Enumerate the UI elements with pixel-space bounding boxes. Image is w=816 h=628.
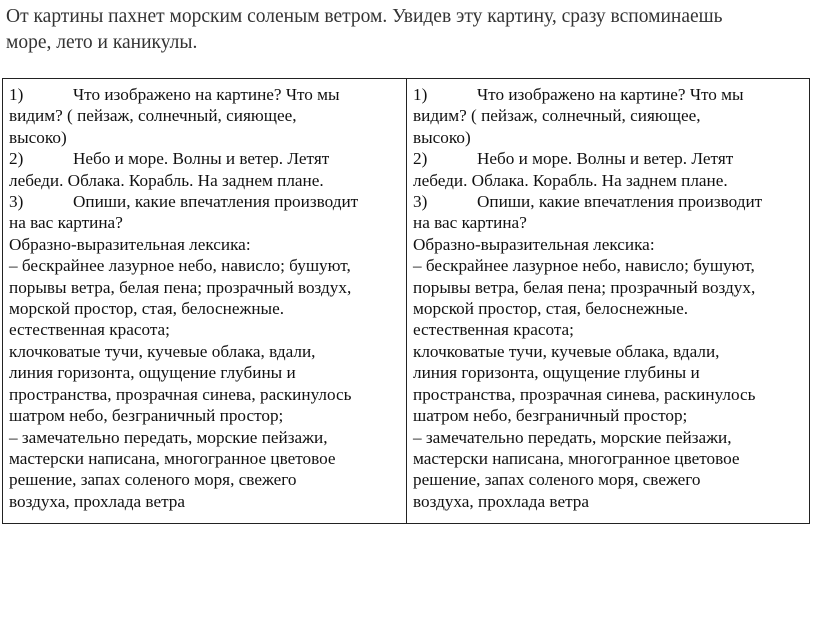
vocabulary-line: мастерски написана, многогранное цветовое	[413, 448, 740, 468]
question-line	[413, 191, 803, 212]
vocabulary-line: решение, запах соленого моря, свежего	[9, 470, 297, 490]
vocabulary-line: – бескрайнее лазурное небо, нависло; бушуют,	[413, 256, 755, 276]
vocabulary-line: воздуха, прохлада ветра	[413, 491, 590, 511]
question-text: Опиши, какие впечатления производит	[73, 192, 359, 212]
question-line: видим? ( пейзаж, солнечный, сияющее,	[413, 106, 701, 126]
vocabulary-line: морской простор, стая, белоснежные.	[9, 299, 284, 319]
lesson-table	[2, 78, 810, 524]
vocabulary-line: морской простор, стая, белоснежные.	[413, 299, 688, 319]
question-line	[9, 191, 400, 212]
question-line: высоко)	[413, 127, 471, 147]
vocabulary-line: мастерски написана, многогранное цветовое	[9, 448, 336, 468]
question-line	[413, 84, 803, 105]
vocabulary-line: – замечательно передать, морские пейзажи,	[9, 427, 328, 447]
vocabulary-line: порывы ветра, белая пена; прозрачный воздух,	[9, 277, 352, 297]
vocabulary-line: шатром небо, безграничный простор;	[9, 406, 284, 426]
question-text: Небо и море. Волны и ветер. Летят	[73, 149, 330, 169]
vocabulary-line: естественная красота;	[9, 320, 170, 340]
question-text: Опиши, какие впечатления производит	[477, 192, 763, 212]
vocabulary-line: линия горизонта, ощущение глубины и	[413, 363, 700, 383]
vocabulary-line: пространства, прозрачная синева, раскинулось	[413, 384, 756, 404]
vocabulary-line: естественная красота;	[413, 320, 574, 340]
question-line: высоко)	[9, 127, 67, 147]
question-line: видим? ( пейзаж, солнечный, сияющее,	[9, 106, 297, 126]
question-number: 1)	[9, 85, 24, 104]
vocabulary-line: порывы ветра, белая пена; прозрачный воздух,	[413, 277, 756, 297]
intro-paragraph	[6, 4, 806, 56]
vocabulary-line: клочковатые тучи, кучевые облака, вдали,	[9, 341, 316, 361]
question-line	[9, 148, 400, 169]
vocabulary-line: клочковатые тучи, кучевые облака, вдали,	[413, 341, 720, 361]
table-cell-left	[3, 79, 406, 523]
question-line	[9, 84, 400, 105]
question-line: на вас картина?	[9, 213, 123, 233]
question-number: 3)	[413, 192, 428, 212]
vocabulary-line: линия горизонта, ощущение глубины и	[9, 363, 296, 383]
question-number: 3)	[9, 192, 24, 212]
question-line: лебеди. Облака. Корабль. На заднем плане.	[413, 170, 728, 190]
question-text: Небо и море. Волны и ветер. Летят	[477, 149, 734, 169]
question-line	[413, 148, 803, 169]
question-number: 2)	[413, 149, 428, 169]
question-line: лебеди. Облака. Корабль. На заднем плане.	[9, 170, 324, 190]
question-number: 2)	[9, 149, 24, 169]
intro-line: море, лето и каникулы.	[6, 32, 198, 53]
vocabulary-line: – замечательно передать, морские пейзажи,	[413, 427, 732, 447]
question-text: Что изображено на картине? Что мы	[477, 85, 744, 104]
vocabulary-line: – бескрайнее лазурное небо, нависло; бушуют,	[9, 256, 351, 276]
vocabulary-line: решение, запах соленого моря, свежего	[413, 470, 701, 490]
question-number: 1)	[413, 85, 428, 104]
question-line: на вас картина?	[413, 213, 527, 233]
intro-line: От картины пахнет морским соленым ветром. Увидев эту картину, сразу вспоминаешь	[6, 6, 723, 27]
vocabulary-heading: Образно-выразительная лексика:	[9, 234, 251, 254]
vocabulary-line: пространства, прозрачная синева, раскинулось	[9, 384, 352, 404]
table-cell-right	[406, 79, 809, 523]
question-text: Что изображено на картине? Что мы	[73, 85, 340, 104]
vocabulary-line: воздуха, прохлада ветра	[9, 491, 186, 511]
vocabulary-line: шатром небо, безграничный простор;	[413, 406, 688, 426]
vocabulary-heading: Образно-выразительная лексика:	[413, 234, 655, 254]
